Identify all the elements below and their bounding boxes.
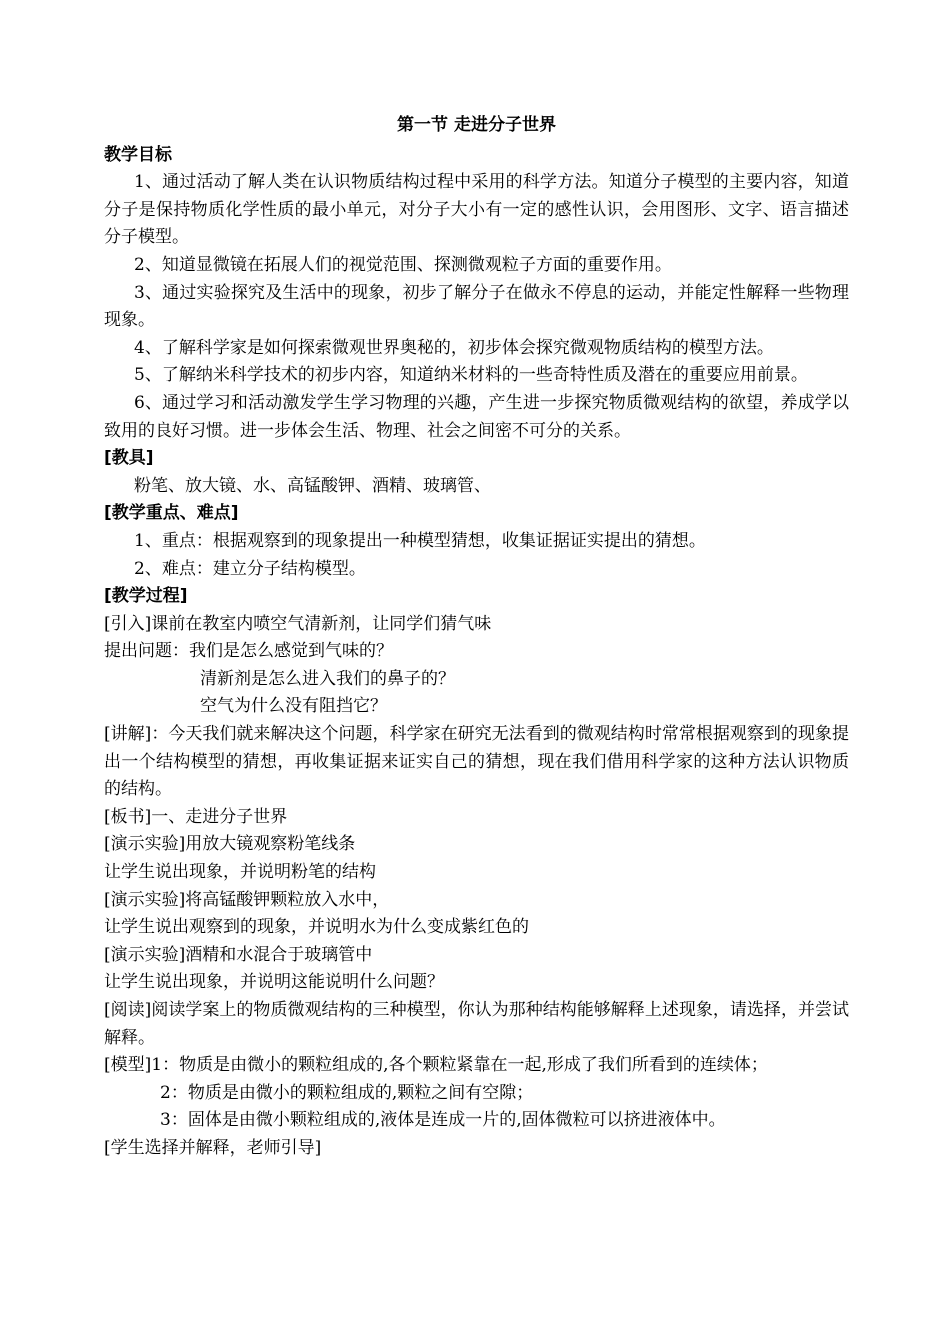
objective-item-6: 6、通过学习和活动激发学生学习物理的兴趣，产生进一步探究物质微观结构的欲望，养成学以致用的良好习惯。进一步体会生活、物理、社会之间密不可分的关系。 [104, 392, 849, 441]
process-demo-2-follow: 让学生说出观察到的现象，并说明水为什么变成紫红色的 [104, 917, 529, 938]
tools-list: 粉笔、放大镜、水、高锰酸钾、酒精、玻璃管、 [134, 475, 491, 496]
tools-heading: [教具] [104, 448, 154, 469]
process-model-2: 2：物质是由微小的颗粒组成的,颗粒之间有空隙； [160, 1082, 534, 1103]
page-title: 第一节 走进分子世界 [397, 115, 556, 135]
process-model-1: [模型]1：物质是由微小的颗粒组成的,各个颗粒紧靠在一起,形成了我们所看到的连续体； [104, 1055, 768, 1076]
process-demo-1: [演示实验]用放大镜观察粉笔线条 [104, 834, 356, 855]
process-reading: [阅读]阅读学案上的物质微观结构的三种模型，你认为那种结构能够解释上述现象，请选择，并尝试解释。 [104, 1000, 849, 1048]
objective-item-2: 2、知道显微镜在拓展人们的视觉范围、探测微观粒子方面的重要作用。 [134, 254, 672, 275]
process-model-3: 3：固体是由微小颗粒组成的,液体是连成一片的,固体微粒可以挤进液体中。 [160, 1110, 726, 1131]
process-demo-3-follow: 让学生说出现象，并说明这能说明什么问题？ [104, 972, 444, 993]
document-page [104, 112, 849, 1163]
process-explain: [讲解]：今天我们就来解决这个问题，科学家在研究无法看到的微观结构时常常根据观察到的现象提出一个结构模型的猜想，再收集证据来证实自己的猜想，现在我们借用科学家的这种方法认识物质的结构。 [104, 724, 849, 800]
process-heading: [教学过程] [104, 586, 188, 607]
process-board: [板书]一、走进分子世界 [104, 806, 288, 827]
process-question-2: 清新剂是怎么进入我们的鼻子的？ [200, 668, 455, 689]
process-student: [学生选择并解释，老师引导] [104, 1137, 322, 1158]
process-question-3: 空气为什么没有阻挡它？ [200, 696, 387, 717]
process-demo-3: [演示实验]酒精和水混合于玻璃管中 [104, 944, 373, 965]
objective-item-3: 3、通过实验探究及生活中的现象，初步了解分子在做永不停息的运动，并能定性解释一些物理现象。 [104, 282, 849, 331]
process-demo-1-follow: 让学生说出现象，并说明粉笔的结构 [104, 862, 376, 883]
objective-item-5: 5、了解纳米科学技术的初步内容，知道纳米材料的一些奇特性质及潜在的重要应用前景。 [134, 365, 808, 386]
process-question: 提出问题：我们是怎么感觉到气味的？ [104, 641, 393, 662]
keypoint-item-2: 2、难点：建立分子结构模型。 [134, 558, 366, 579]
objectives-heading: 教学目标 [104, 144, 172, 165]
keypoints-heading: [教学重点、难点] [104, 503, 239, 524]
keypoint-item-1: 1、重点：根据观察到的现象提出一种模型猜想，收集证据证实提出的猜想。 [134, 530, 706, 551]
objective-item-4: 4、了解科学家是如何探索微观世界奥秘的，初步体会探究微观物质结构的模型方法。 [134, 337, 774, 358]
objective-item-1: 1、通过活动了解人类在认识物质结构过程中采用的科学方法。知道分子模型的主要内容，知道分子是保持物质化学性质的最小单元，对分子大小有一定的感性认识，会用图形、文字、语言描述分子模型。 [104, 172, 849, 248]
process-intro: [引入]课前在教室内喷空气清新剂，让同学们猜气味 [104, 613, 492, 634]
process-demo-2: [演示实验]将高锰酸钾颗粒放入水中， [104, 889, 390, 910]
